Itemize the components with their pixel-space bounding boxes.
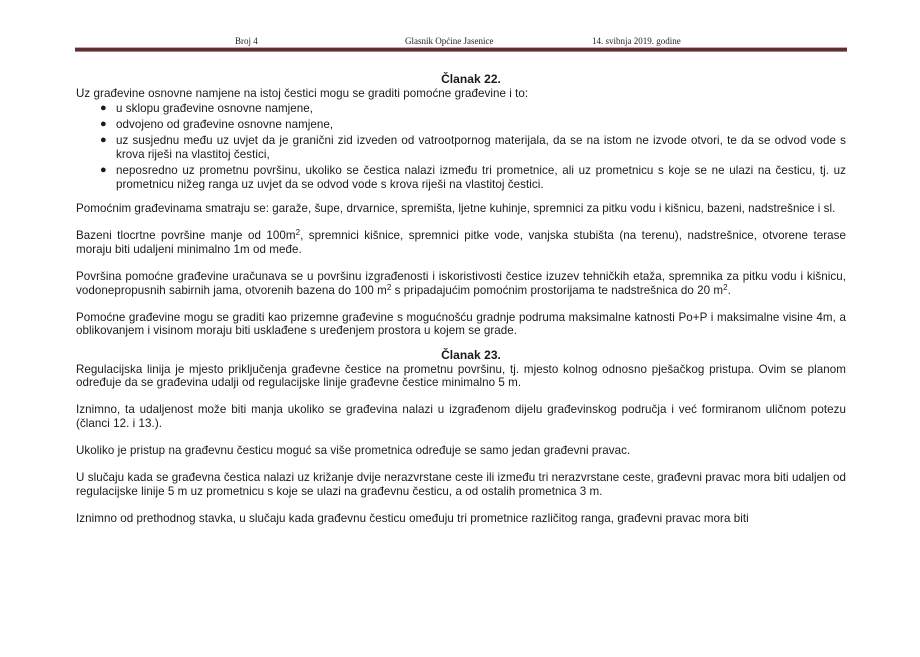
paragraph — [76, 229, 846, 256]
header-issue-number: Broj 4 — [235, 36, 258, 46]
paragraph: Pomoćnim građevinama smatraju se: garaže, šupe, drvarnice, spremišta, ljetne kuhinje, spremnici za pitku vodu i kišnicu, bazeni, nadstrešnice i sl. — [76, 202, 836, 216]
paragraph-text: . — [727, 283, 731, 297]
list-item-text: odvojeno od građevine osnovne namjene, — [116, 118, 334, 132]
list-item — [76, 134, 846, 161]
paragraph: Iznimno od prethodnog stavka, u slučaju kada građevnu česticu omeđuju tri prometnice različitog ranga, građevni pravac mora biti — [76, 511, 749, 525]
list-item — [76, 102, 846, 116]
superscript: 2 — [295, 228, 301, 238]
article-22 — [76, 73, 846, 338]
bullet-icon: ● — [100, 118, 107, 131]
bullet-icon: ● — [100, 164, 107, 177]
article-22-title: Članak 22. — [441, 72, 501, 86]
article-22-intro: Uz građevine osnovne namjene na istoj čestici mogu se graditi pomoćne građevine i to: — [76, 86, 529, 100]
paragraph — [76, 270, 846, 297]
paragraph-text: Bazeni tlocrtne površine manje od 100m — [76, 229, 296, 243]
paragraph-text: , spremnici kišnice, spremnici pitke vode, vanjska stubišta (na terenu), nadstrešnice, otvorene terase moraju biti udaljeni minimalno 1m od međe. — [76, 229, 846, 256]
paragraph: Ukoliko je pristup na građevnu česticu moguć sa više prometnica određuje se samo jedan građevni pravac. — [76, 443, 631, 457]
superscript: 2 — [386, 282, 392, 292]
paragraph: Iznimno, ta udaljenost može biti manja ukoliko se građevina nalazi u izgrađenom dijelu građevinskog područja i već formiranom uličnom potezu (članci 12. i 13.). — [76, 403, 846, 430]
list-item — [76, 164, 846, 191]
list-item-text: neposredno uz prometnu površinu, ukoliko se čestica nalazi između tri prometnice, ali uz prometnicu s koje se ne ulazi na česticu, tj. uz prometnicu nižeg ranga uz uvjet da se odvod vode s krova riješi na vlastitoj čestici. — [116, 164, 846, 191]
bullet-icon: ● — [100, 102, 107, 115]
bullet-icon: ● — [100, 134, 107, 147]
paragraph-text: Površina pomoćne građevine uračunava se u površinu izgrađenosti i iskoristivosti čestice izuzev tehničkih etaža, spremnika za pitku vodu i kišnicu, vodonepropusnih sabirnih jama, otvorenih bazena do 100 m — [76, 270, 846, 297]
document-body — [76, 73, 846, 525]
article-23 — [76, 349, 846, 525]
article-23-title: Članak 23. — [441, 347, 501, 362]
list-item-text: uz susjednu među uz uvjet da je granični zid izveden od vatrootpornog materijala, da se na istom ne izvode otvori, te da se odvod vode s krova riješi na vlastitoj čestici, — [116, 134, 846, 161]
header-date: 14. svibnja 2019. godine — [592, 36, 681, 46]
paragraph: Regulacijska linija je mjesto priključenja građevne čestice na prometnu površinu, tj. mjesto kolnog odnosno pješačkog pristupa. Ovim se planom određuje da se građevina udalji od regulacijske linije građevne čestice minimalno 5 m. — [76, 362, 846, 390]
paragraph: Pomoćne građevine mogu se graditi kao prizemne građevine s mogućnošću gradnje podruma maksimalne katnosti Po+P i maksimalne visine 4m, a oblikovanjem i visinom moraju biti usklađene s uređenjem prostora u kojem se grade. — [76, 310, 846, 338]
paragraph-text: s pripadajućim pomoćnim prostorijama te nadstrešnica do 20 m — [391, 283, 724, 297]
paragraph: U slučaju kada se građevna čestica nalazi uz križanje dvije nerazvrstane ceste ili između tri nerazvrstane ceste, građevni pravac mora biti udaljen od regulacijske linije 5 m uz prometnicu s koje se ulazi na građevnu česticu, a od ostalih prometnica 3 m. — [76, 470, 846, 498]
list-item — [76, 118, 846, 132]
superscript: 2 — [723, 282, 728, 292]
article-22-bullet-list — [76, 102, 846, 191]
header-rule — [75, 47, 847, 52]
header-publication-title: Glasnik Općine Jasenice — [405, 36, 494, 46]
list-item-text: u sklopu građevine osnovne namjene, — [116, 102, 314, 116]
article-22-paragraphs — [76, 202, 846, 338]
